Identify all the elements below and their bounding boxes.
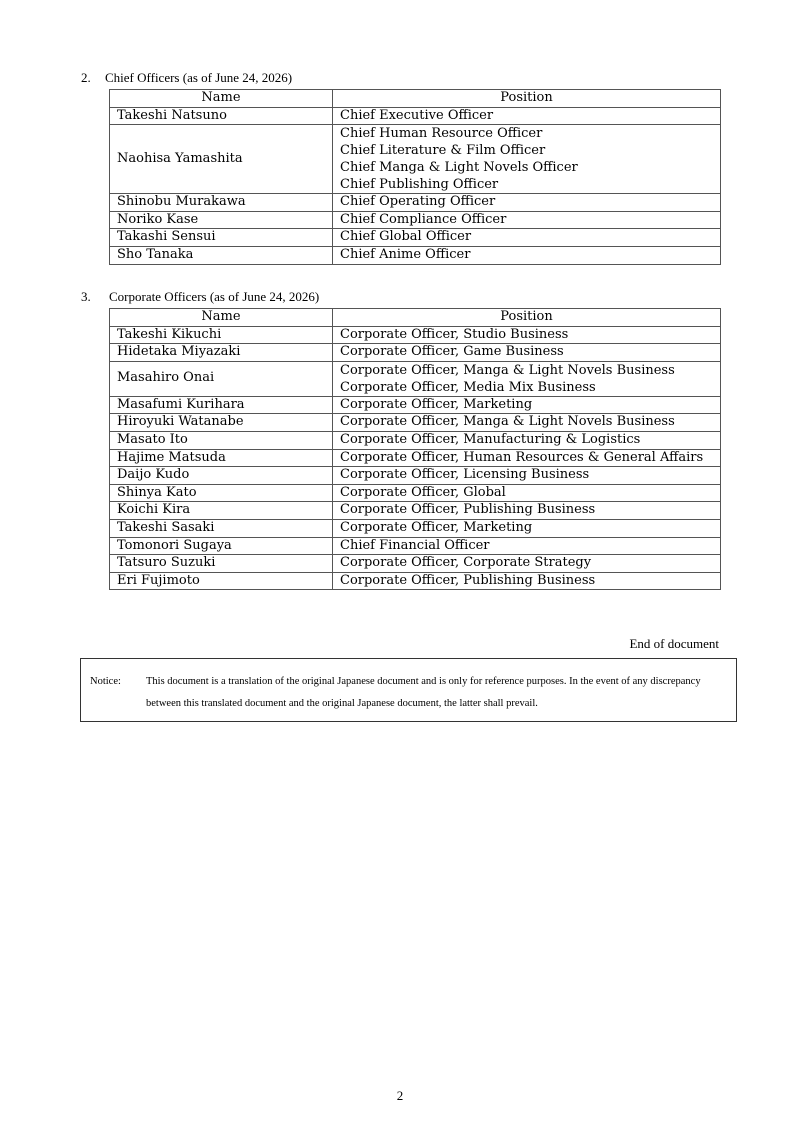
- officer-position-cell: [333, 361, 721, 396]
- officer-name-cell: Noriko Kase: [110, 211, 333, 229]
- position-line: Corporate Officer, Manufacturing & Logistics: [340, 431, 641, 447]
- officer-name-cell: Takashi Sensui: [110, 229, 333, 247]
- table-row: [110, 229, 721, 247]
- officer-position-cell: [333, 555, 721, 573]
- table-row: [110, 414, 721, 432]
- position-line: Corporate Officer, Game Business: [340, 344, 564, 360]
- officer-position-cell: [333, 414, 721, 432]
- position-line: Chief Literature & Film Officer: [340, 143, 546, 159]
- officer-position-cell: [333, 229, 721, 247]
- officer-name-cell: Koichi Kira: [110, 502, 333, 520]
- officer-name-cell: Masahiro Onai: [110, 361, 333, 396]
- officer-name-cell: Sho Tanaka: [110, 246, 333, 264]
- position-line: Corporate Officer, Studio Business: [340, 326, 569, 342]
- table-header-row: [110, 90, 721, 108]
- corporate-officers-table: [109, 308, 721, 590]
- position-line: Corporate Officer, Media Mix Business: [340, 379, 596, 395]
- chief-officers-table: [109, 89, 721, 265]
- officer-name-cell: Daijo Kudo: [110, 467, 333, 485]
- officer-name-cell: Hidetaka Miyazaki: [110, 344, 333, 362]
- table-row: [110, 484, 721, 502]
- position-column-header: Position: [333, 90, 721, 108]
- end-of-document-label: End of document: [629, 636, 719, 651]
- position-line: Corporate Officer, Corporate Strategy: [340, 555, 592, 571]
- notice-label: Notice:: [90, 676, 121, 687]
- position-line: Chief Anime Officer: [340, 246, 471, 262]
- table-row: [110, 107, 721, 125]
- name-column-header: Name: [110, 309, 333, 327]
- section-number: 3.: [81, 289, 91, 304]
- table-row: [110, 326, 721, 344]
- position-line: Corporate Officer, Marketing: [340, 396, 533, 412]
- name-column-header: Name: [110, 90, 333, 108]
- table-row: [110, 555, 721, 573]
- officer-position-cell: [333, 396, 721, 414]
- table-header-row: [110, 309, 721, 327]
- position-line: Corporate Officer, Publishing Business: [340, 572, 596, 588]
- position-line: Corporate Officer, Human Resources & General Affairs: [340, 449, 704, 465]
- position-line: Chief Operating Officer: [340, 194, 496, 210]
- table-row: [110, 449, 721, 467]
- officer-position-cell: [333, 107, 721, 125]
- officer-position-cell: [333, 537, 721, 555]
- position-line: Chief Financial Officer: [340, 537, 490, 553]
- table-row: [110, 537, 721, 555]
- officer-position-cell: [333, 246, 721, 264]
- officer-name-cell: Masato Ito: [110, 431, 333, 449]
- officer-position-cell: [333, 194, 721, 212]
- officer-name-cell: Tatsuro Suzuki: [110, 555, 333, 573]
- position-column-header: Position: [333, 309, 721, 327]
- officer-position-cell: [333, 344, 721, 362]
- officer-position-cell: [333, 449, 721, 467]
- table-row: [110, 125, 721, 194]
- position-line: Corporate Officer, Publishing Business: [340, 502, 596, 518]
- table-row: [110, 211, 721, 229]
- table-row: [110, 519, 721, 537]
- officer-position-cell: [333, 502, 721, 520]
- section-title: Chief Officers (as of June 24, 2026): [105, 70, 293, 85]
- officer-name-cell: Eri Fujimoto: [110, 572, 333, 590]
- position-line: Chief Compliance Officer: [340, 211, 507, 227]
- table-row: [110, 502, 721, 520]
- officer-name-cell: Shinobu Murakawa: [110, 194, 333, 212]
- notice-box: [80, 658, 737, 722]
- officer-name-cell: Takeshi Kikuchi: [110, 326, 333, 344]
- table-row: [110, 396, 721, 414]
- table-row: [110, 572, 721, 590]
- position-line: Chief Executive Officer: [340, 107, 494, 123]
- table-row: [110, 467, 721, 485]
- section-number: 2.: [81, 70, 91, 85]
- table-row: [110, 431, 721, 449]
- officer-position-cell: [333, 125, 721, 194]
- table-row: [110, 194, 721, 212]
- table-row: [110, 361, 721, 396]
- notice-text: This document is a translation of the original Japanese document and is only for reference purposes. In the event of any discrepancy between this translated document and the original Japanese document, the latter shall prevail.: [146, 676, 701, 709]
- officer-name-cell: Hajime Matsuda: [110, 449, 333, 467]
- table-row: [110, 246, 721, 264]
- officer-name-cell: Naohisa Yamashita: [110, 125, 333, 194]
- officer-name-cell: Takeshi Sasaki: [110, 519, 333, 537]
- officer-position-cell: [333, 519, 721, 537]
- officer-name-cell: Takeshi Natsuno: [110, 107, 333, 125]
- position-line: Corporate Officer, Marketing: [340, 519, 533, 535]
- position-line: Corporate Officer, Manga & Light Novels Business: [340, 414, 675, 430]
- officer-position-cell: [333, 484, 721, 502]
- position-line: Corporate Officer, Manga & Light Novels Business: [340, 362, 675, 378]
- page-number: 2: [396, 1088, 404, 1103]
- officer-name-cell: Tomonori Sugaya: [110, 537, 333, 555]
- position-line: Corporate Officer, Licensing Business: [340, 467, 590, 483]
- position-line: Chief Human Resource Officer: [340, 126, 543, 142]
- officer-position-cell: [333, 326, 721, 344]
- position-line: Chief Global Officer: [340, 229, 472, 245]
- chief-officers-heading: [81, 70, 292, 86]
- officer-name-cell: Hiroyuki Watanabe: [110, 414, 333, 432]
- officer-position-cell: [333, 467, 721, 485]
- officer-position-cell: [333, 431, 721, 449]
- table-row: [110, 344, 721, 362]
- section-title: Corporate Officers (as of June 24, 2026): [109, 289, 320, 304]
- officer-name-cell: Shinya Kato: [110, 484, 333, 502]
- corporate-officers-heading: [81, 289, 319, 305]
- position-line: Chief Manga & Light Novels Officer: [340, 160, 578, 176]
- position-line: Corporate Officer, Global: [340, 484, 506, 500]
- position-line: Chief Publishing Officer: [340, 177, 499, 193]
- officer-position-cell: [333, 211, 721, 229]
- officer-name-cell: Masafumi Kurihara: [110, 396, 333, 414]
- officer-position-cell: [333, 572, 721, 590]
